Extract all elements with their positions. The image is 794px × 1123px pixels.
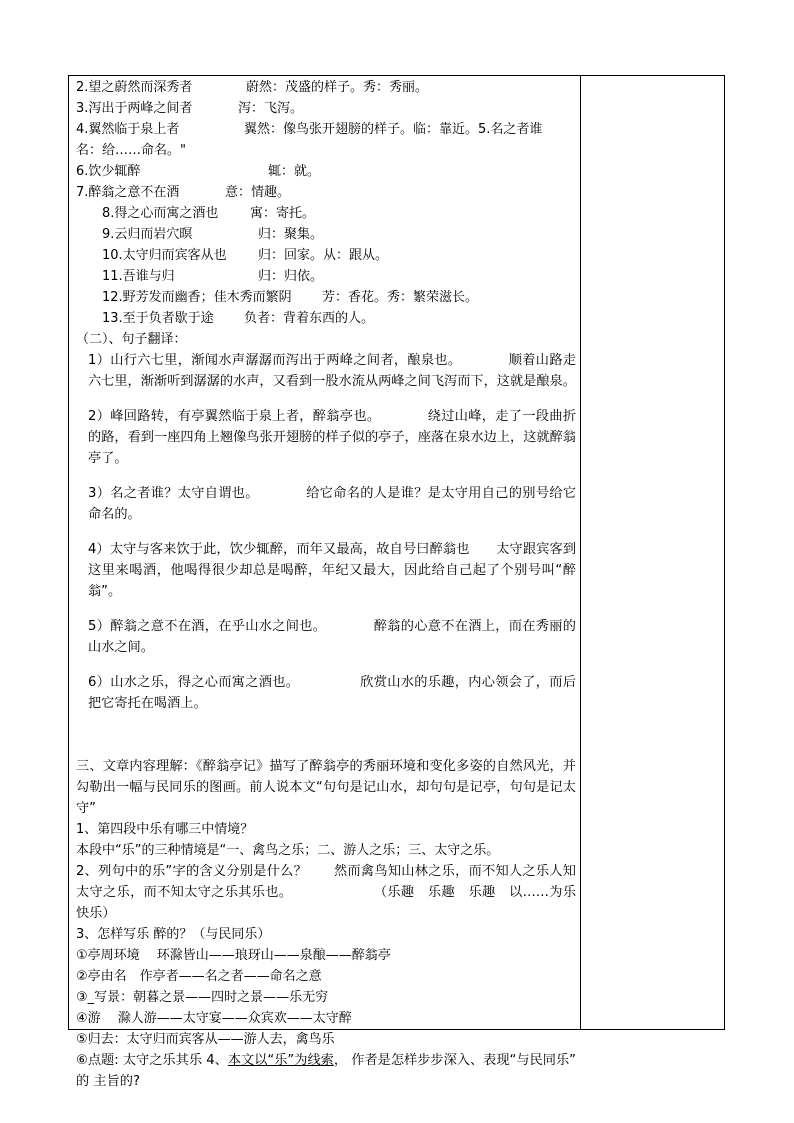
- vocab-item: 8.得之心而寓之酒也 寓：寄托。: [102, 206, 316, 221]
- outline-item: ④游 滁人游——太守宴——众宾欢——太守醉: [76, 1011, 352, 1026]
- outline-item: ⑤归去：太守归而宾客从——游人去，禽鸟乐: [76, 1032, 335, 1047]
- question-2: 2、列句中的乐”字的含义分别是什么？ 然而禽鸟知山林之乐，而不知人之乐人知太守之乐，而不知太守之乐其乐也。 （乐趣 乐趣 乐趣 以……为乐 快乐）: [76, 864, 603, 921]
- translation-item: 6）山水之乐，得之心而寓之酒也。 欣赏山水的乐趣，内心领会了，而后把它寄托在喝酒上。: [88, 675, 577, 711]
- outline-item: ①亭周环境 环滁皆山——琅玡山——泉酿——醉翁亭: [76, 948, 391, 963]
- outline-item: ②亭由名 作亭者——名之者——命名之意: [76, 969, 322, 984]
- vocab-item: 9.云归而岩穴暝 归：聚集。: [102, 227, 324, 242]
- translation-item: 4）太守与客来饮于此，饮少辄醉，而年又最高，故自号曰醉翁也 太守跟宾客到这里来喝酒，他喝得很少却总是喝醉，年纪又最大，因此给自己起了个别号叫“醉翁”。: [88, 542, 577, 599]
- vocab-item: 4.翼然临于泉上者 翼然：像鸟张开翅膀的样子。临：靠近。5.名之者谁: [76, 122, 543, 137]
- question-1: 1、第四段中乐有哪三中情境？: [76, 822, 254, 837]
- vocab-item: 3.泻出于两峰之间者 泻：飞泻。: [76, 101, 304, 116]
- translation-item: 2）峰回路转，有亭翼然临于泉上者，醉翁亭也。 绕过山峰，走了一段曲折的路，看到一座四角上翘像鸟张开翅膀的样子似的亭子，座落在泉水边上，这就醉翁亭了。: [88, 409, 577, 466]
- vocab-item: 10.太守归而宾客从也 归：回家。从：跟从。: [102, 248, 389, 263]
- outline-item-last: ⑥点题: 太守之乐其乐 4、本文以“乐”为线索， 作者是怎样步步深入、表现“与民同乐” 的 主旨的?: [76, 1053, 576, 1089]
- section-intro: 三、文章内容理解：《醉翁亭记》描写了醉翁亭的秀丽环境和变化多姿的自然风光，并勾勒出一幅与民同乐的图画。前人说本文“句句是记山水，却句句是记亭，句句是记太守”: [76, 759, 576, 816]
- translation-item: 3）名之者谁？太守自谓也。 给它命名的人是谁？是太守用自己的别号给它命名的。: [88, 486, 577, 522]
- answer-1: 本段中“乐”的三种情境是“一、禽鸟之乐；二、游人之乐；三、太守之乐。: [76, 843, 500, 858]
- translation-heading: （二）、句子翻译：: [76, 332, 187, 347]
- vocab-item: 6.饮少辄醉 辄：就。: [76, 164, 321, 179]
- underlined-text: 本文以“乐”为线索: [227, 1053, 334, 1068]
- main-cell: [76, 77, 603, 1092]
- translation-item: 5）醉翁之意不在酒，在乎山水之间也。 醉翁的心意不在酒上，而在秀丽的山水之间。: [88, 619, 576, 655]
- vocab-item: 13.至于负者歇于途 负者：背着东西的人。: [102, 311, 375, 326]
- outline-item: ③_写景：朝暮之景——四时之景——乐无穷: [76, 990, 329, 1005]
- question-3: 3、怎样写乐 醉的？（与民同乐）: [76, 927, 271, 942]
- vocab-item: 名：给……命名。": [76, 143, 186, 158]
- translation-item: 1）山行六七里，渐闻水声潺潺而泻出于两峰之间者，酿泉也。 顺着山路走六七里，渐渐听到潺潺的水声，又看到一股水流从两峰之间飞泻而下，这就是酿泉。: [88, 353, 577, 389]
- vocab-item: 11.吾谁与归 归：归依。: [102, 269, 324, 284]
- vocab-item: 12.野芳发而幽香；佳木秀而繁阴 芳：香花。秀：繁荣滋长。: [102, 290, 479, 305]
- vocab-item: 7.醉翁之意不在酒 意：情趣。: [76, 185, 291, 200]
- vocab-item: 2.望之蔚然而深秀者 蔚然：茂盛的样子。秀：秀丽。: [76, 80, 429, 95]
